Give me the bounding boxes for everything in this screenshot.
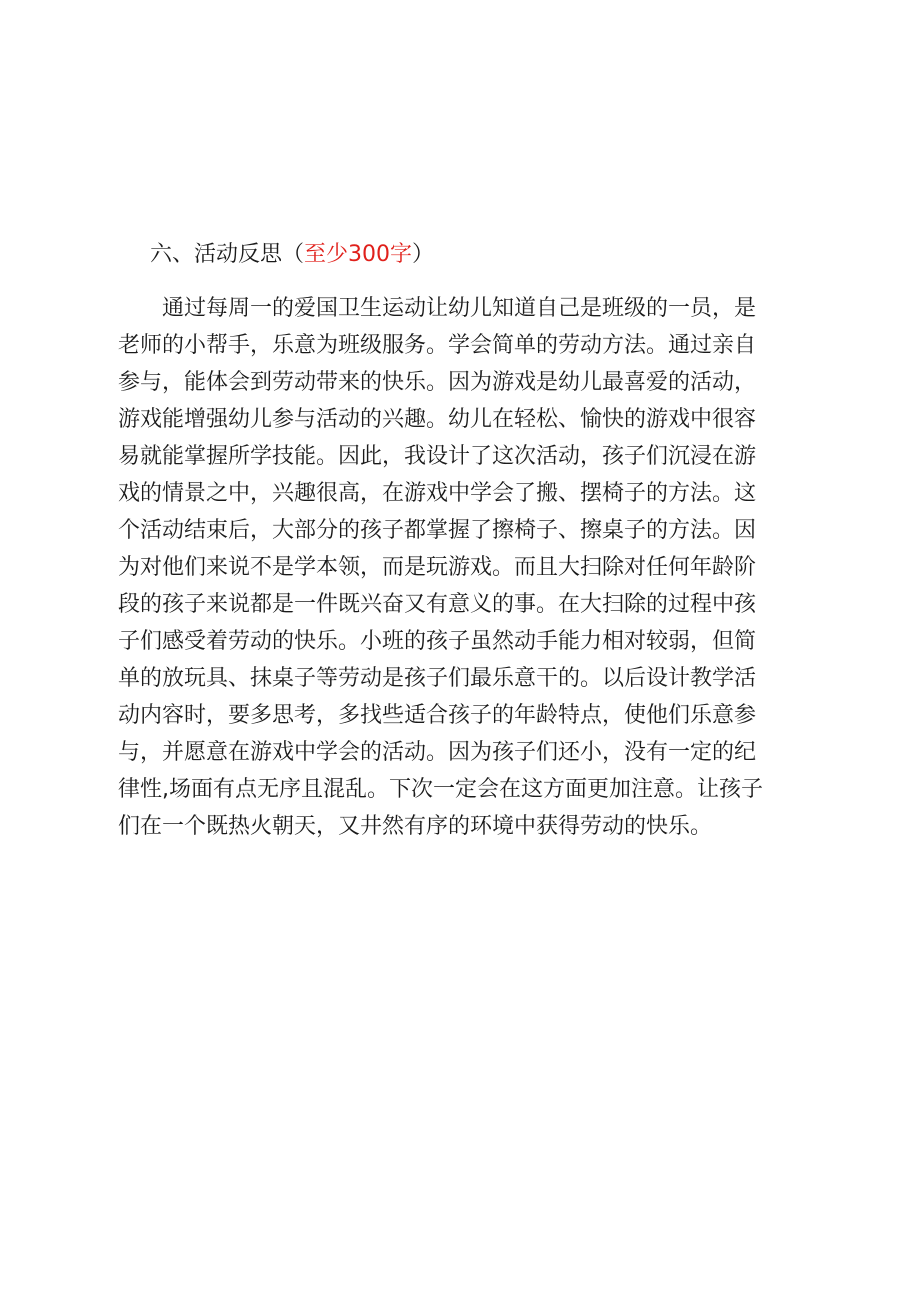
paragraph-line: 们在一个既热火朝天，又井然有序的环境中获得劳动的快乐。	[118, 814, 713, 839]
paragraph-line: 参与，能体会到劳动带来的快乐。因为游戏是幼儿最喜爱的活动，	[118, 370, 757, 395]
paragraph-line: 动内容时，要多思考，多找些适合孩子的年龄特点，使他们乐意参	[118, 703, 757, 728]
paragraph-line: 为对他们来说不是学本领，而是玩游戏。而且大扫除对任何年龄阶	[118, 555, 757, 580]
section-heading	[150, 238, 434, 272]
reflection-paragraph	[118, 290, 808, 845]
paragraph-line: 通过每周一的爱国卫生运动让幼儿知道自己是班级的一员，是	[162, 296, 757, 321]
paragraph-line: 子们感受着劳动的快乐。小班的孩子虽然动手能力相对较弱，但简	[118, 629, 757, 654]
paragraph-line: 游戏能增强幼儿参与活动的兴趣。幼儿在轻松、愉快的游戏中很容	[118, 407, 757, 432]
section-title-close: ）	[412, 242, 435, 267]
paragraph-line: 个活动结束后，大部分的孩子都掌握了擦椅子、擦桌子的方法。因	[118, 518, 757, 543]
paragraph-line: 段的孩子来说都是一件既兴奋又有意义的事。在大扫除的过程中孩	[118, 592, 757, 617]
paragraph-line: 戏的情景之中，兴趣很高，在游戏中学会了搬、摆椅子的方法。这	[118, 481, 757, 506]
paragraph-line: 与，并愿意在游戏中学会的活动。因为孩子们还小，没有一定的纪	[118, 740, 757, 765]
paragraph-line: 单的放玩具、抹桌子等劳动是孩子们最乐意干的。以后设计教学活	[118, 666, 757, 691]
word-count-note: 至少300字	[304, 242, 413, 267]
section-title: 六、活动反思（	[150, 242, 305, 267]
paragraph-line: 老师的小帮手，乐意为班级服务。学会简单的劳动方法。通过亲自	[118, 333, 757, 358]
paragraph-line: 易就能掌握所学技能。因此，我设计了这次活动，孩子们沉浸在游	[118, 444, 757, 469]
paragraph-line: 律性,场面有点无序且混乱。下次一定会在这方面更加注意。让孩子	[118, 777, 763, 802]
